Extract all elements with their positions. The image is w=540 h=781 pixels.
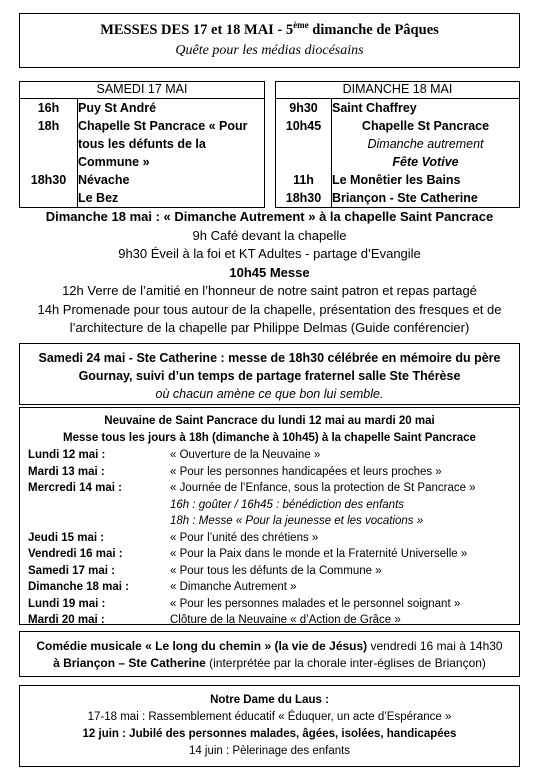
neuvaine-row: Lundi 19 mai : « Pour les personnes malades et le personnel soignant » [28, 597, 461, 610]
neuvaine-row: Lundi 12 mai : « Ouverture de la Neuvaine » [28, 449, 321, 461]
neuvaine-box [19, 407, 520, 625]
laus-line: 14 juin : Pèlerinage des enfants [188, 745, 351, 757]
neuvaine-row: Samedi 17 mai : « Pour tous les défunts de la Commune » [28, 564, 382, 577]
saturday-header: SAMEDI 17 MAI [20, 82, 265, 99]
header-box [19, 13, 520, 68]
sun-place: Le Monêtier les Bains [332, 173, 461, 187]
programme-line: 10h45 Messe [229, 264, 310, 280]
neuvaine-row: 16h : goûter / 16h45 : bénédiction des enfants [170, 498, 405, 511]
sat-time: 16h [37, 101, 60, 115]
dimanche-autrement-programme [19, 208, 520, 338]
programme-line: 12h Verre de l’amitié en l’honneur de notre saint patron et repas partagé [62, 283, 477, 298]
laus-line: 17-18 mai : Rassemblement éducatif « Éduquer, un acte d’Espérance » [87, 711, 452, 723]
neuvaine-row: Vendredi 16 mai : « Pour la Paix dans le monde et la Fraternité Universelle » [28, 548, 468, 560]
sun-place-note: Dimanche autrement [367, 137, 484, 151]
programme-title: Dimanche 18 mai : « Dimanche Autrement » à la chapelle Saint Pancrace [45, 209, 494, 224]
sat-time [20, 189, 77, 207]
neuvaine-row: Mardi 13 mai : « Pour les personnes handicapées et leurs proches » [28, 465, 442, 478]
neuvaine-list [20, 447, 519, 629]
sat-time: 18h30 [30, 173, 67, 187]
sat-place: Névache [78, 173, 130, 187]
programme-line: 14h Promenade pour tous autour de la chapelle, présentation des fresques et de l’architecture de la chapelle par Philippe Delmas (Guide conférencier) [37, 301, 502, 335]
laus-title: Notre Dame du Laus : [210, 694, 329, 706]
page-title: MESSES DES 17 et 18 MAI - 5ème dimanche de Pâques [100, 20, 439, 38]
programme-line: 9h Café devant la chapelle [192, 227, 347, 243]
sun-time: 9h30 [289, 101, 318, 115]
sun-place: Briançon - Ste Catherine [332, 191, 478, 205]
mass-schedule-table [19, 81, 520, 208]
comedie-line: à Briançon – Ste Catherine (interprétée par la chorale inter-églises de Briançon) [53, 656, 486, 670]
catherine-box [19, 343, 520, 405]
laus-box [19, 685, 520, 767]
catherine-note: où chacun amène ce que bon lui semble. [155, 387, 384, 401]
sat-place: Puy St André [78, 101, 157, 115]
sun-place-note: Fête Votive [392, 155, 459, 169]
programme-line: 9h30 Éveil à la foi et KT Adultes - partage d’Evangile [118, 246, 421, 261]
sun-time: 10h45 [285, 119, 322, 133]
sun-place: Saint Chaffrey [332, 101, 417, 115]
neuvaine-subtitle: Messe tous les jours à 18h (dimanche à 10h45) à la chapelle Saint Pancrace [63, 432, 476, 444]
neuvaine-row: Mardi 20 mai : Clôture de la Neuvaine « d’Action de Grâce » [28, 614, 401, 626]
sat-place: Le Bez [78, 191, 119, 205]
sun-time: 18h30 [285, 191, 322, 205]
comedie-line: Comédie musicale « Le long du chemin » (la vie de Jésus) vendredi 16 mai à 14h30 [36, 639, 503, 653]
neuvaine-title: Neuvaine de Saint Pancrace du lundi 12 mai au mardi 20 mai [104, 415, 435, 427]
neuvaine-row: Jeudi 15 mai : « Pour l’unité des chrétiens » [28, 531, 319, 544]
sat-place: Chapelle St Pancrace « Pour tous les défunts de la Commune » [78, 119, 248, 169]
sat-time: 18h [37, 119, 60, 133]
neuvaine-row: Dimanche 18 mai : « Dimanche Autrement » [28, 581, 297, 593]
neuvaine-row: 18h : Messe « Pour la jeunesse et les vocations » [170, 515, 424, 527]
neuvaine-row: Mercredi 14 mai : « Journée de l’Enfance, sous la protection de St Pancrace » [28, 482, 476, 494]
page-subtitle: Quête pour les médias diocésains [175, 42, 364, 58]
comedie-box [19, 631, 520, 677]
sunday-header: DIMANCHE 18 MAI [276, 82, 520, 99]
sun-time: 11h [293, 173, 314, 187]
sun-place: Chapelle St Pancrace [361, 119, 490, 133]
catherine-text: Samedi 24 mai - Ste Catherine : messe de 18h30 célébrée en mémoire du père Gournay, suivi d’un temps de partage fraternel salle Ste Thérèse [38, 351, 501, 383]
laus-line: 12 juin : Jubilé des personnes malades, âgées, isolées, handicapées [82, 728, 457, 740]
